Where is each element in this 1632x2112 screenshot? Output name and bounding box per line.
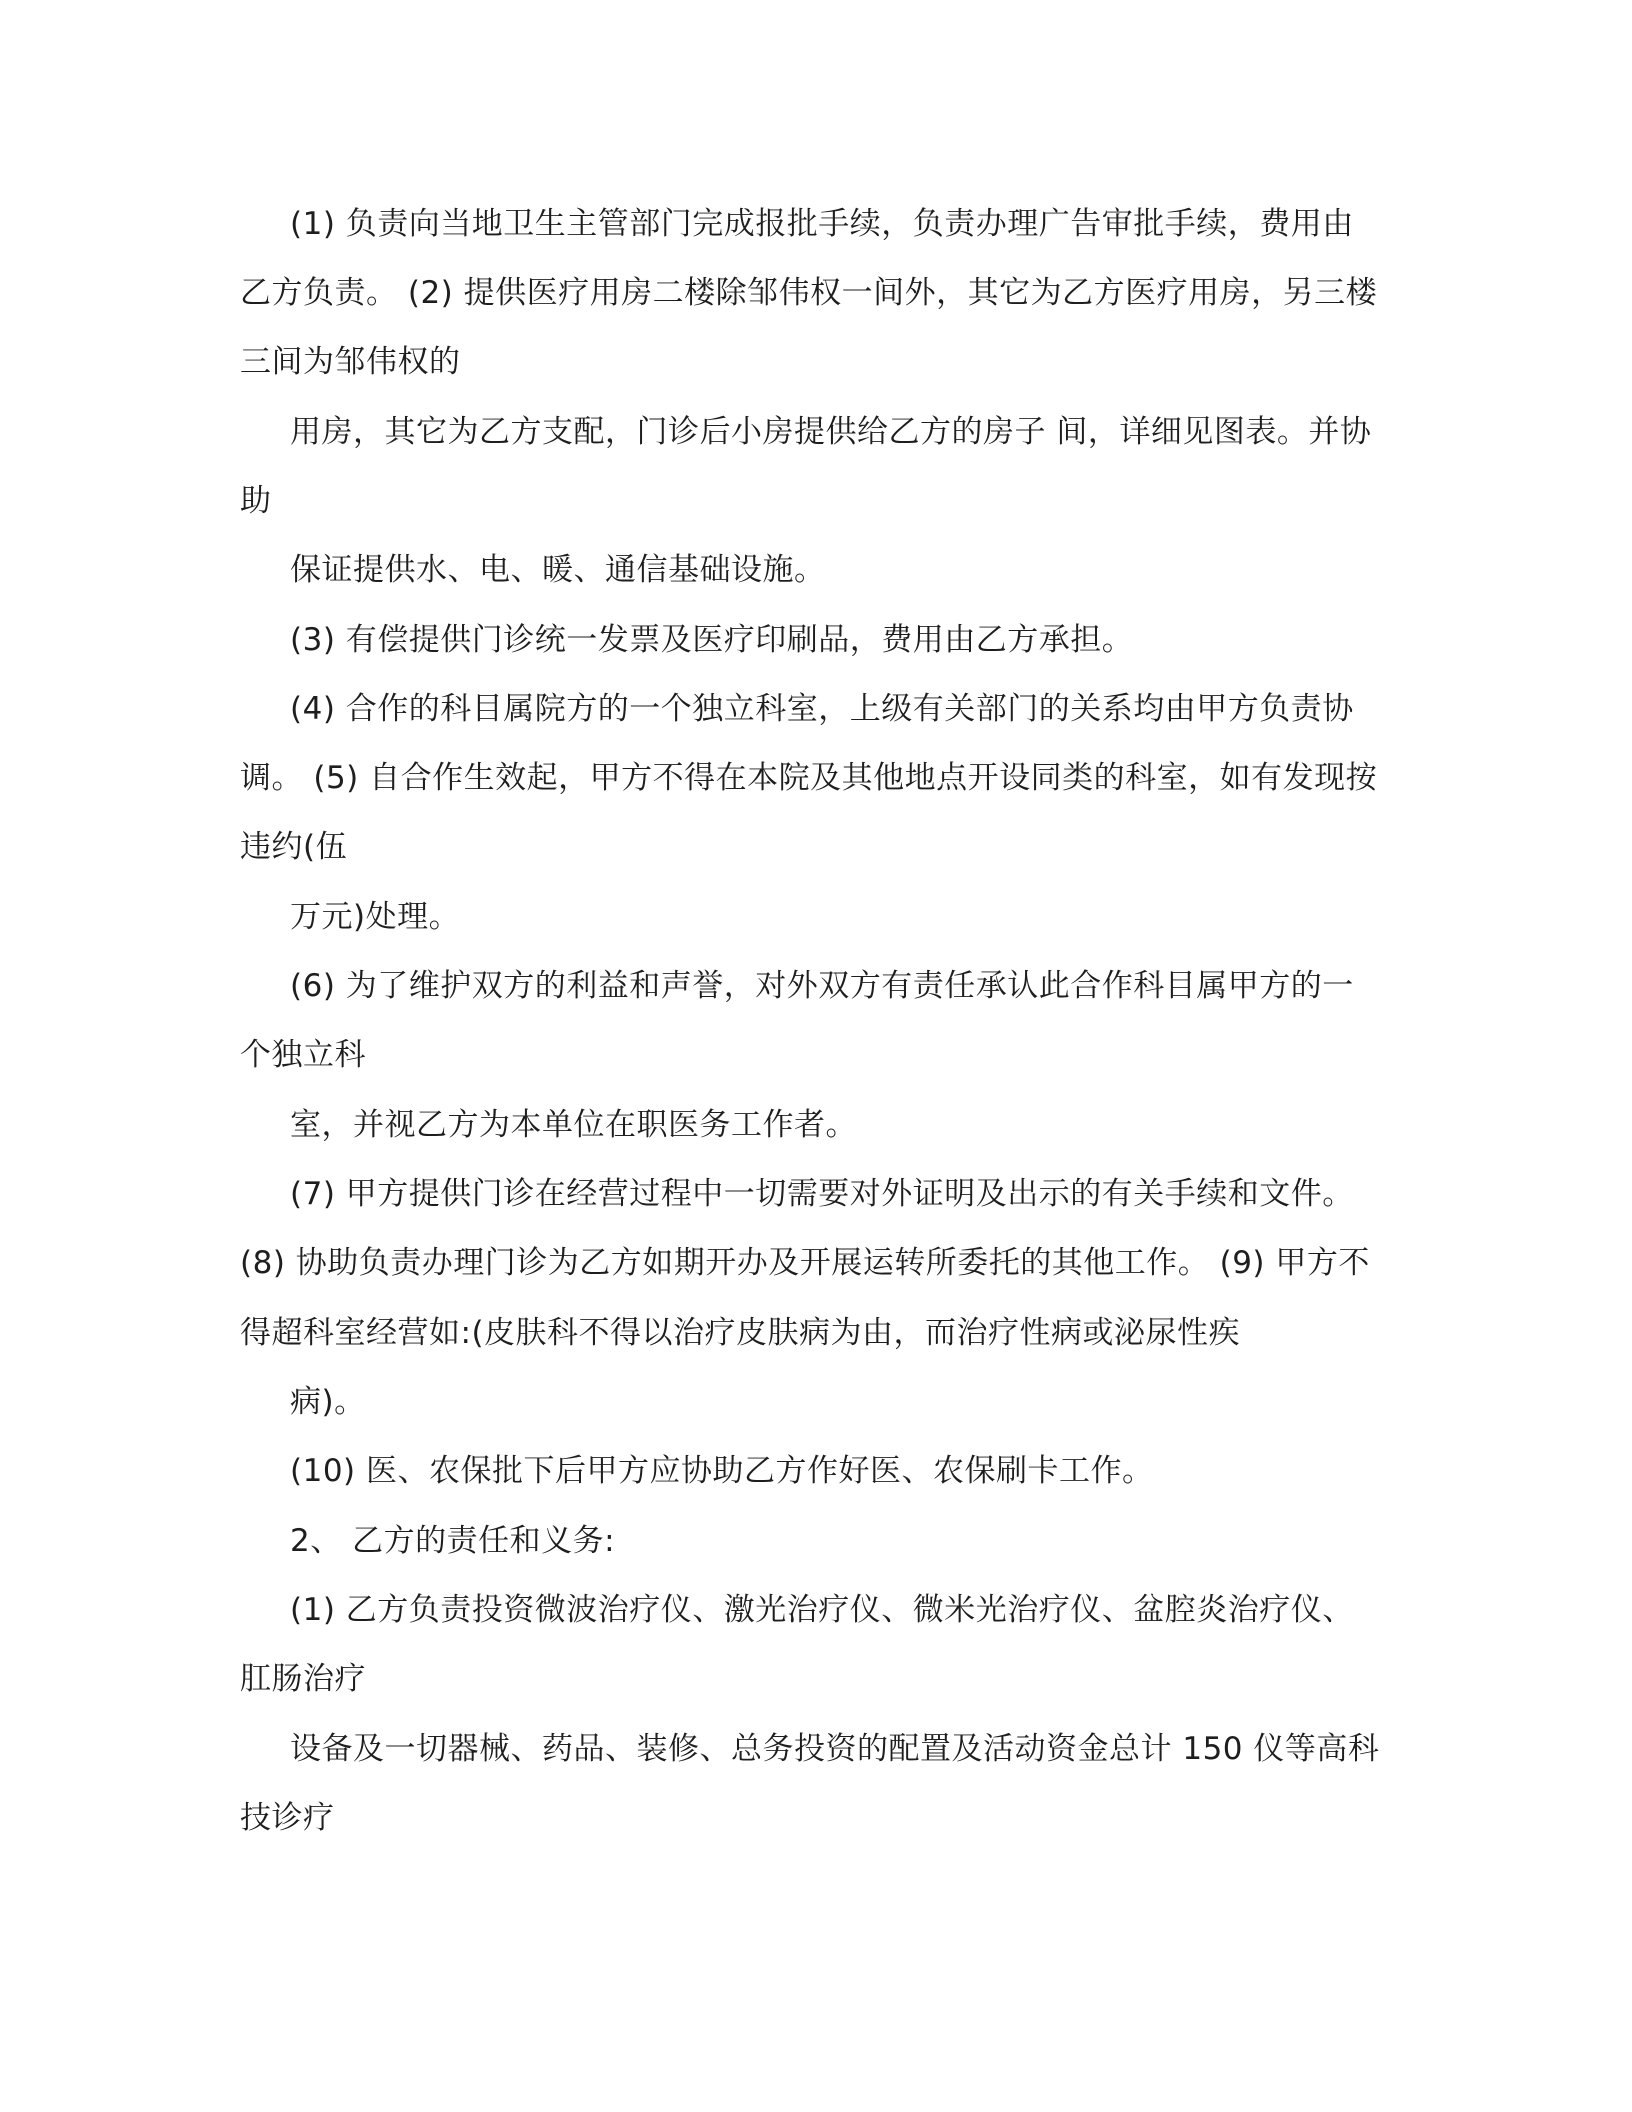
text-line: 三间为邹伟权的 — [240, 344, 461, 380]
text-line: (10) 医、农保批下后甲方应协助乙方作好医、农保刷卡工作。 — [290, 1453, 1154, 1489]
text-line: (6) 为了维护双方的利益和声誉，对外双方有责任承认此合作科目属甲方的一 — [290, 968, 1354, 1004]
text-line: (1) 负责向当地卫生主管部门完成报批手续，负责办理广告审批手续，费用由 — [290, 206, 1354, 242]
text-line: (3) 有偿提供门诊统一发票及医疗印刷品，费用由乙方承担。 — [290, 622, 1134, 658]
text-line: 助 — [240, 483, 272, 519]
text-line: 病)。 — [290, 1384, 366, 1420]
text-line: 得超科室经营如:(皮肤科不得以治疗皮肤病为由，而治疗性病或泌尿性疾 — [240, 1315, 1241, 1351]
text-line: 用房，其它为乙方支配，门诊后小房提供给乙方的房子 间，详细见图表。并协 — [290, 414, 1372, 450]
text-line: 2、 乙方的责任和义务: — [290, 1523, 616, 1559]
text-line: 万元)处理。 — [290, 899, 461, 935]
text-line: (7) 甲方提供门诊在经营过程中一切需要对外证明及出示的有关手续和文件。 — [290, 1176, 1354, 1212]
text-line: 调。 (5) 自合作生效起，甲方不得在本院及其他地点开设同类的科室，如有发现按 — [240, 760, 1378, 796]
text-line: (4) 合作的科目属院方的一个独立科室，上级有关部门的关系均由甲方负责协 — [290, 691, 1354, 727]
text-line: 违约(伍 — [240, 829, 348, 865]
text-line: 室，并视乙方为本单位在职医务工作者。 — [290, 1107, 857, 1143]
text-line: 设备及一切器械、药品、装修、总务投资的配置及活动资金总计 150 仪等高科 — [290, 1731, 1380, 1767]
text-line: 保证提供水、电、暖、通信基础设施。 — [290, 552, 826, 588]
text-line: (8) 协助负责办理门诊为乙方如期开办及开展运转所委托的其他工作。 (9) 甲方不 — [240, 1245, 1370, 1281]
text-line: 技诊疗 — [240, 1800, 335, 1836]
text-line: 肛肠治疗 — [240, 1661, 366, 1697]
text-line: (1) 乙方负责投资微波治疗仪、激光治疗仪、微米光治疗仪、盆腔炎治疗仪、 — [290, 1592, 1354, 1628]
text-line: 乙方负责。 (2) 提供医疗用房二楼除邹伟权一间外，其它为乙方医疗用房，另三楼 — [240, 275, 1378, 311]
text-line: 个独立科 — [240, 1037, 366, 1073]
